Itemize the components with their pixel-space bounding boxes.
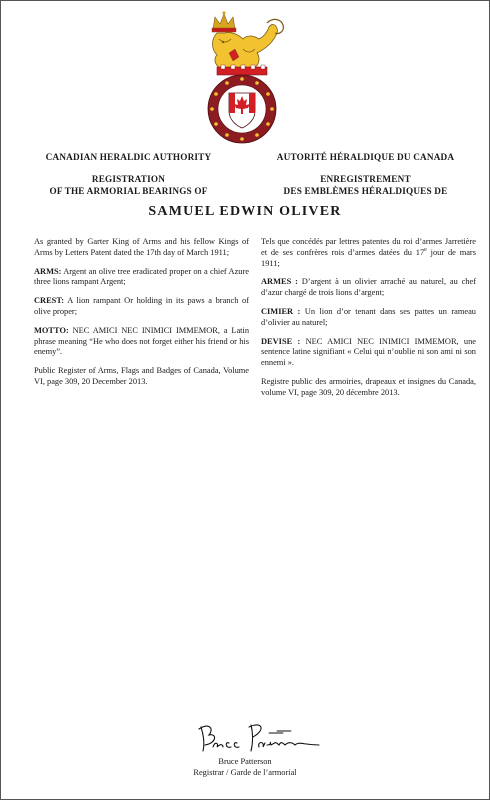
arms-paragraph-fr xyxy=(261,277,476,299)
crest-paragraph-fr xyxy=(261,307,476,329)
registration-subject-en: OF THE ARMORIAL BEARINGS OF xyxy=(49,186,208,196)
arms-paragraph-en xyxy=(34,267,249,289)
crest-paragraph-en xyxy=(34,296,249,318)
registration-title-en: REGISTRATION xyxy=(91,174,166,184)
motto-paragraph-fr xyxy=(261,337,476,369)
grant-paragraph-fr xyxy=(261,237,476,269)
crest-label-en: CREST: xyxy=(34,296,65,306)
motto-text-en: NEC AMICI NEC INIMICI IMMEMOR, a Latin phrase meaning “He who does not forget either his friend or his enemy”. xyxy=(34,325,250,357)
english-header xyxy=(21,151,236,197)
arms-label-fr: ARMES : xyxy=(261,277,298,287)
authority-name-fr: AUTORITÉ HÉRALDIQUE DU CANADA xyxy=(276,152,455,162)
registration-subject-fr: DES EMBLÈMES HÉRALDIQUES DE xyxy=(283,186,448,196)
crest-text-en: A lion rampant Or holding in its paws a branch of olive proper; xyxy=(34,296,249,316)
grant-text-fr-a: Tels que concédés par lettres patentes du roi d’armes Jarretière et de ses confrères rois d’armes datées du 17 xyxy=(261,237,476,257)
grant-superscript-fr: e xyxy=(424,247,427,253)
motto-paragraph-en xyxy=(34,326,249,358)
french-header xyxy=(258,151,473,197)
register-paragraph-en: Public Register of Arms, Flags and Badges of Canada, Volume VI, page 309, 20 December 2013. xyxy=(34,366,249,386)
arms-text-fr: D’argent à un olivier arraché au naturel, au chef d’azur chargé de trois lions d’argent; xyxy=(261,277,477,298)
heraldic-authority-emblem-icon xyxy=(203,9,289,145)
arms-text-en: Argent an olive tree eradicated proper on a chief Azure three lions rampant Argent; xyxy=(34,266,249,287)
motto-text-fr: NEC AMICI NEC INIMICI IMMEMOR, une sentence latine signifiant « Celui qui n’oublie ni son ami ni son ennemi ». xyxy=(261,336,476,368)
crown-icon xyxy=(212,11,236,32)
crest-text-fr: Un lion d’or tenant dans ses pattes un rameau d’olivier au naturel; xyxy=(261,306,476,327)
english-column xyxy=(34,237,249,396)
recipient-name: SAMUEL EDWIN OLIVER xyxy=(148,204,342,219)
arms-label-en: ARMS: xyxy=(34,266,62,276)
motto-label-fr: DEVISE : xyxy=(261,336,301,346)
coronet-icon xyxy=(217,65,267,75)
motto-label-en: MOTTO: xyxy=(34,325,69,335)
grant-paragraph-en: As granted by Garter King of Arms and his fellow Kings of Arms by Letters Patent dated the 17th day of March 1911; xyxy=(34,237,249,257)
french-column xyxy=(261,237,476,407)
grant-text-fr-b: jour de mars 1911; xyxy=(261,247,476,268)
registration-title-fr: ENREGISTREMENT xyxy=(320,174,411,184)
handwritten-signature-icon xyxy=(193,721,323,757)
authority-name-en: CANADIAN HERALDIC AUTHORITY xyxy=(45,152,212,162)
signatory-title: Registrar / Garde de l’armorial xyxy=(193,768,297,777)
crest-label-fr: CIMIER : xyxy=(261,306,301,316)
register-paragraph-fr: Registre public des armoiries, drapeaux et insignes du Canada, volume VI, page 309, 20 décembre 2013. xyxy=(261,376,476,397)
signatory-name: Bruce Patterson xyxy=(218,757,272,766)
